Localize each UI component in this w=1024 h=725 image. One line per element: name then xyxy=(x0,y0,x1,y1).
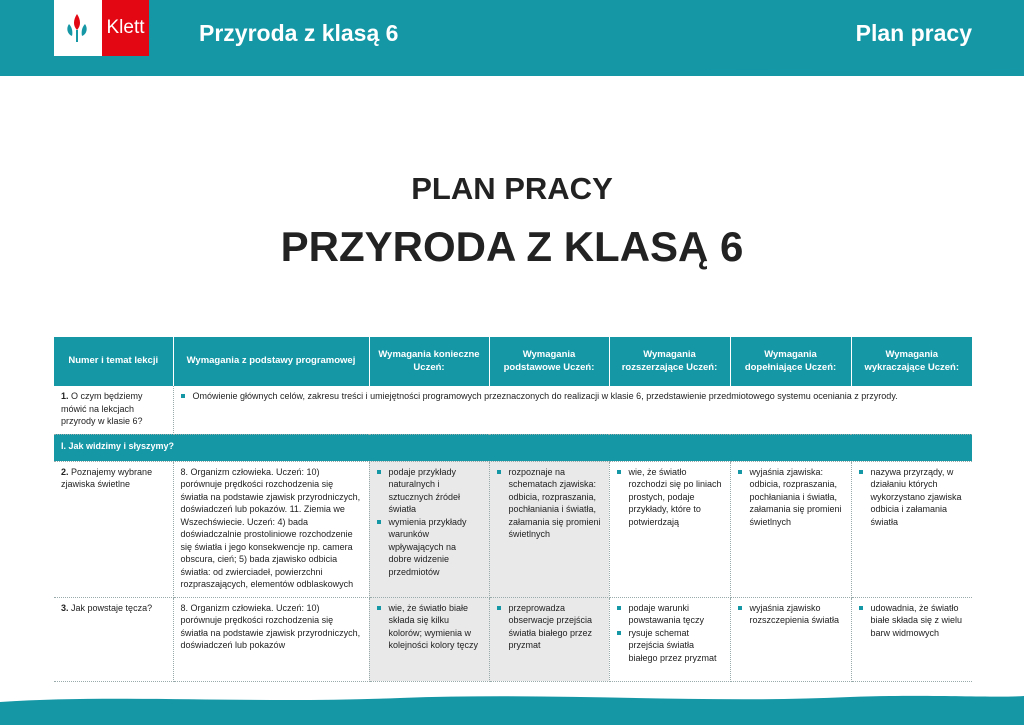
core-cell: 8. Organizm człowieka. Uczeń: 10) porównuje prędkości rozchodzenia się światła na podstawie zjawisk przyrodniczych, doświadczeń lub pokazów xyxy=(173,597,369,681)
list-item: Omówienie głównych celów, zakresu treści i umiejętności programowych przeznaczonych do realizacji w klasie 6, przedstawienie przedmiotowego systemu oceniania z przyrody. xyxy=(181,390,966,403)
lesson-title: Poznajemy wybrane zjawiska świetlne xyxy=(61,466,153,489)
header-section: Plan pracy xyxy=(855,20,972,46)
list-item: wymienia przykłady warunków wpływających na dobre widzenie przedmiotów xyxy=(377,516,482,579)
list-item: wyjaśnia zjawisko rozszczepienia światła xyxy=(738,602,844,627)
lesson-cell xyxy=(54,461,173,597)
list-item: przeprowadza obserwacje przejścia światła białego przez pryzmat xyxy=(497,602,602,652)
req5-cell xyxy=(851,461,972,597)
table-header-row xyxy=(54,337,972,386)
list-item: rysuje schemat przejścia światła białego przez pryzmat xyxy=(617,627,723,665)
col-header-req2: Wymagania podstawowe Uczeń: xyxy=(489,337,609,386)
lesson-cell xyxy=(54,597,173,681)
req4-cell xyxy=(730,597,851,681)
core-cell: 8. Organizm człowieka. Uczeń: 10) porównuje prędkości rozchodzenia się światła na podstawie zjawisk przyrodniczych, doświadczeń lub pokazów. 11. Ziemia we Wszechświecie. Uczeń: 4) bada doświadczalnie prostoliniowe rozchodzenie się światła i jego konsekwencje np. camera obscura, cień; 5) bada zjawisko odbicia światła: od zwierciadeł, powierzchni rozpraszających, elementów odblaskowych xyxy=(173,461,369,597)
section-row xyxy=(54,434,972,461)
list-item: wie, że światło rozchodzi się po liniach prostych, podaje przykłady, które to potwierdzają xyxy=(617,466,723,529)
table-row xyxy=(54,461,972,597)
list-item: udowadnia, że światło białe składa się z wielu barw widmowych xyxy=(859,602,966,640)
table-row xyxy=(54,597,972,681)
col-header-req5: Wymagania wykraczające Uczeń: xyxy=(851,337,972,386)
list-item: nazywa przyrządy, w działaniu których wykorzystano zjawiska odbicia i załamania światła xyxy=(859,466,966,529)
section-title: I. Jak widzimy i słyszymy? xyxy=(54,434,972,461)
description-cell xyxy=(173,386,972,434)
lesson-cell xyxy=(54,386,173,434)
req2-cell xyxy=(489,597,609,681)
col-header-req3: Wymagania rozszerzające Uczeń: xyxy=(609,337,730,386)
lesson-number: 2. xyxy=(61,466,69,477)
lesson-title: O czym będziemy mówić na lekcjach przyrody w klasie 6? xyxy=(61,391,143,426)
table-row xyxy=(54,386,972,434)
req1-cell xyxy=(369,597,489,681)
klett-leaf-icon xyxy=(62,11,92,45)
col-header-core: Wymagania z podstawy programowej xyxy=(173,337,369,386)
req5-cell xyxy=(851,597,972,681)
plan-table xyxy=(54,337,972,682)
col-header-req4: Wymagania dopełniające Uczeń: xyxy=(730,337,851,386)
lesson-title: Jak powstaje tęcza? xyxy=(71,602,153,613)
header-title: Przyroda z klasą 6 xyxy=(199,20,399,46)
req3-cell xyxy=(609,461,730,597)
col-header-lesson: Numer i temat lekcji xyxy=(54,337,173,386)
req1-cell xyxy=(369,461,489,597)
lesson-number: 3. xyxy=(61,602,69,613)
footer-wave xyxy=(0,692,1024,725)
page-title-line2: PRZYRODA Z KLASĄ 6 xyxy=(280,223,744,270)
page-title-line1: PLAN PRACY xyxy=(411,171,613,206)
lesson-number: 1. xyxy=(61,391,69,401)
list-item: wyjaśnia zjawiska: odbicia, rozpraszania, pochłaniania i światła, załamania się promieni świetlnych xyxy=(738,466,844,529)
col-header-req1: Wymagania konieczne Uczeń: xyxy=(369,337,489,386)
header-wave xyxy=(0,56,1024,86)
klett-logo[interactable] xyxy=(54,0,149,56)
list-item: wie, że światło białe składa się kilku kolorów; wymienia w kolejności kolory tęczy xyxy=(377,602,482,652)
list-item: podaje warunki powstawania tęczy xyxy=(617,602,723,627)
logo-text: Klett xyxy=(102,0,149,56)
list-item: podaje przykłady naturalnych i sztucznych źródeł światła xyxy=(377,466,482,516)
req2-cell xyxy=(489,461,609,597)
req4-cell xyxy=(730,461,851,597)
list-item: rozpoznaje na schematach zjawiska: odbicia, rozpraszania, pochłaniania i światła, załamania się promieni świetlnych xyxy=(497,466,602,541)
req3-cell xyxy=(609,597,730,681)
